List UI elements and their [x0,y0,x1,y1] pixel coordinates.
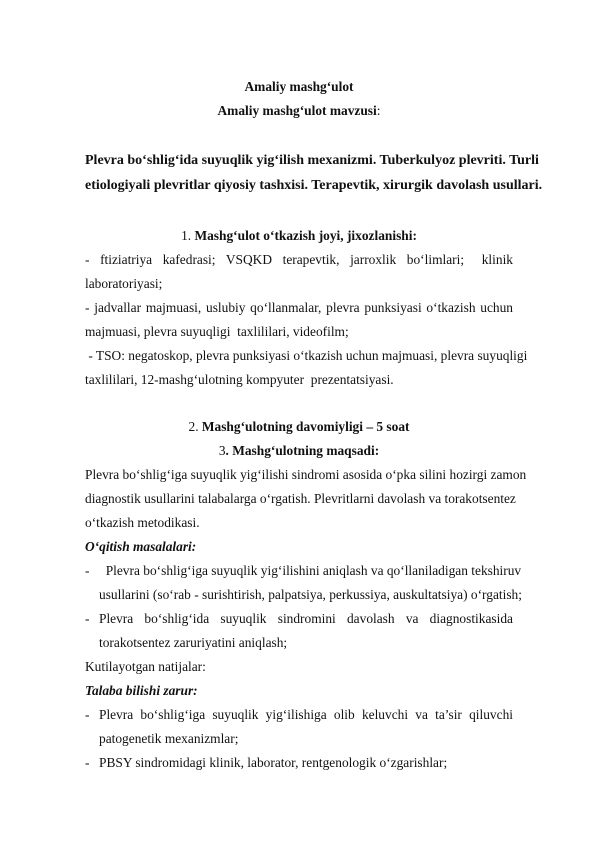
section-1-line-5: - TSO: negatoskop, plevra punksiyasi o‘tkazish uchun majmuasi, plevra suyuqligi [85,348,528,363]
section-3-line-2: diagnostik usullarini talabalarga o‘rgatish. Plevritlarni davolash va torakotsentez [85,491,516,506]
tasks-item-2-dash: - [85,611,90,626]
tasks-item-2-line-1: Plevra bo‘shlig‘ida suyuqlik sindromini davolash va diagnostikasida [99,611,513,626]
tasks-item-1-dash: - [85,563,90,578]
tasks-heading: O‘qitish masalalari: [85,539,197,554]
student-item-1-line-1: Plevra bo‘shlig‘iga suyuqlik yig‘ilishiga olib keluvchi va ta’sir qiluvchi [99,707,513,722]
section-1-number: 1. [181,228,195,243]
topic-line-1: Plevra bo‘shlig‘ida suyuqlik yig‘ilish mexanizmi. Tuberkulyoz plevriti. Turli [85,153,539,168]
student-item-2-dash: - [85,755,90,770]
topic-label-line [85,103,513,119]
section-1-line-3: - jadvallar majmuasi, uslubiy qo‘llanmalar, plevra punksiyasi o‘tkazish uchun [85,300,513,315]
section-1-line-2: laboratoriyasi; [85,276,163,291]
section-3-heading [85,443,513,459]
results-heading: Kutilayotgan natijalar: [85,659,206,674]
topic-line-2: etiologiyali plevritlar qiyosiy tashxisi. Terapevtik, xirurgik davolash usullari. [85,178,543,193]
section-2-number: 2. [188,419,202,434]
student-item-1-line-2: patogenetik mexanizmlar; [99,731,239,746]
section-1-line-4: majmuasi, plevra suyuqligi taxlililari, videofilm; [85,324,349,339]
topic-label-colon: : [376,103,381,118]
section-1-line-1: - ftiziatriya kafedrasi; VSQKD terapevtik, jarroxlik bo‘limlari; klinik [85,252,513,267]
tasks-item-1-line-2: usullarini (so‘rab - surishtirish, palpatsiya, perkussiya, auskultatsiya) o‘rgatish; [99,587,522,602]
section-2-title: Mashg‘ulotning davomiyligi – 5 soat [201,419,410,434]
section-3-number: 3 [218,443,226,458]
topic-label: Amaliy mashg‘ulot mavzusi [217,103,377,118]
student-item-2-line-1: PBSY sindromidagi klinik, laborator, rentgenologik o‘zgarishlar; [99,755,448,770]
section-2-heading [85,419,513,435]
section-1-line-6: taxlililari, 12-mashg‘ulotning kompyuter prezentatsiyasi. [85,372,394,387]
section-1-heading [85,228,513,244]
document-title: Amaliy mashg‘ulot [244,79,354,94]
section-3-title: . Mashg‘ulotning maqsadi: [225,443,380,458]
section-3-line-1: Plevra bo‘shlig‘iga suyuqlik yig‘ilishi sindromi asosida o‘pka silini hozirgi zamon [85,467,527,482]
student-heading: Talaba bilishi zarur: [85,683,198,698]
student-item-1-dash: - [85,707,90,722]
section-1-title: Mashg‘ulot o‘tkazish joyi, jixozlanishi: [194,228,417,243]
tasks-item-2-line-2: torakotsentez zaruriyatini aniqlash; [99,635,288,650]
tasks-item-1-line-1: Plevra bo‘shlig‘iga suyuqlik yig‘ilishini aniqlash va qo‘llaniladigan tekshiruv [99,563,522,578]
section-3-line-3: o‘tkazish metodikasi. [85,515,200,530]
